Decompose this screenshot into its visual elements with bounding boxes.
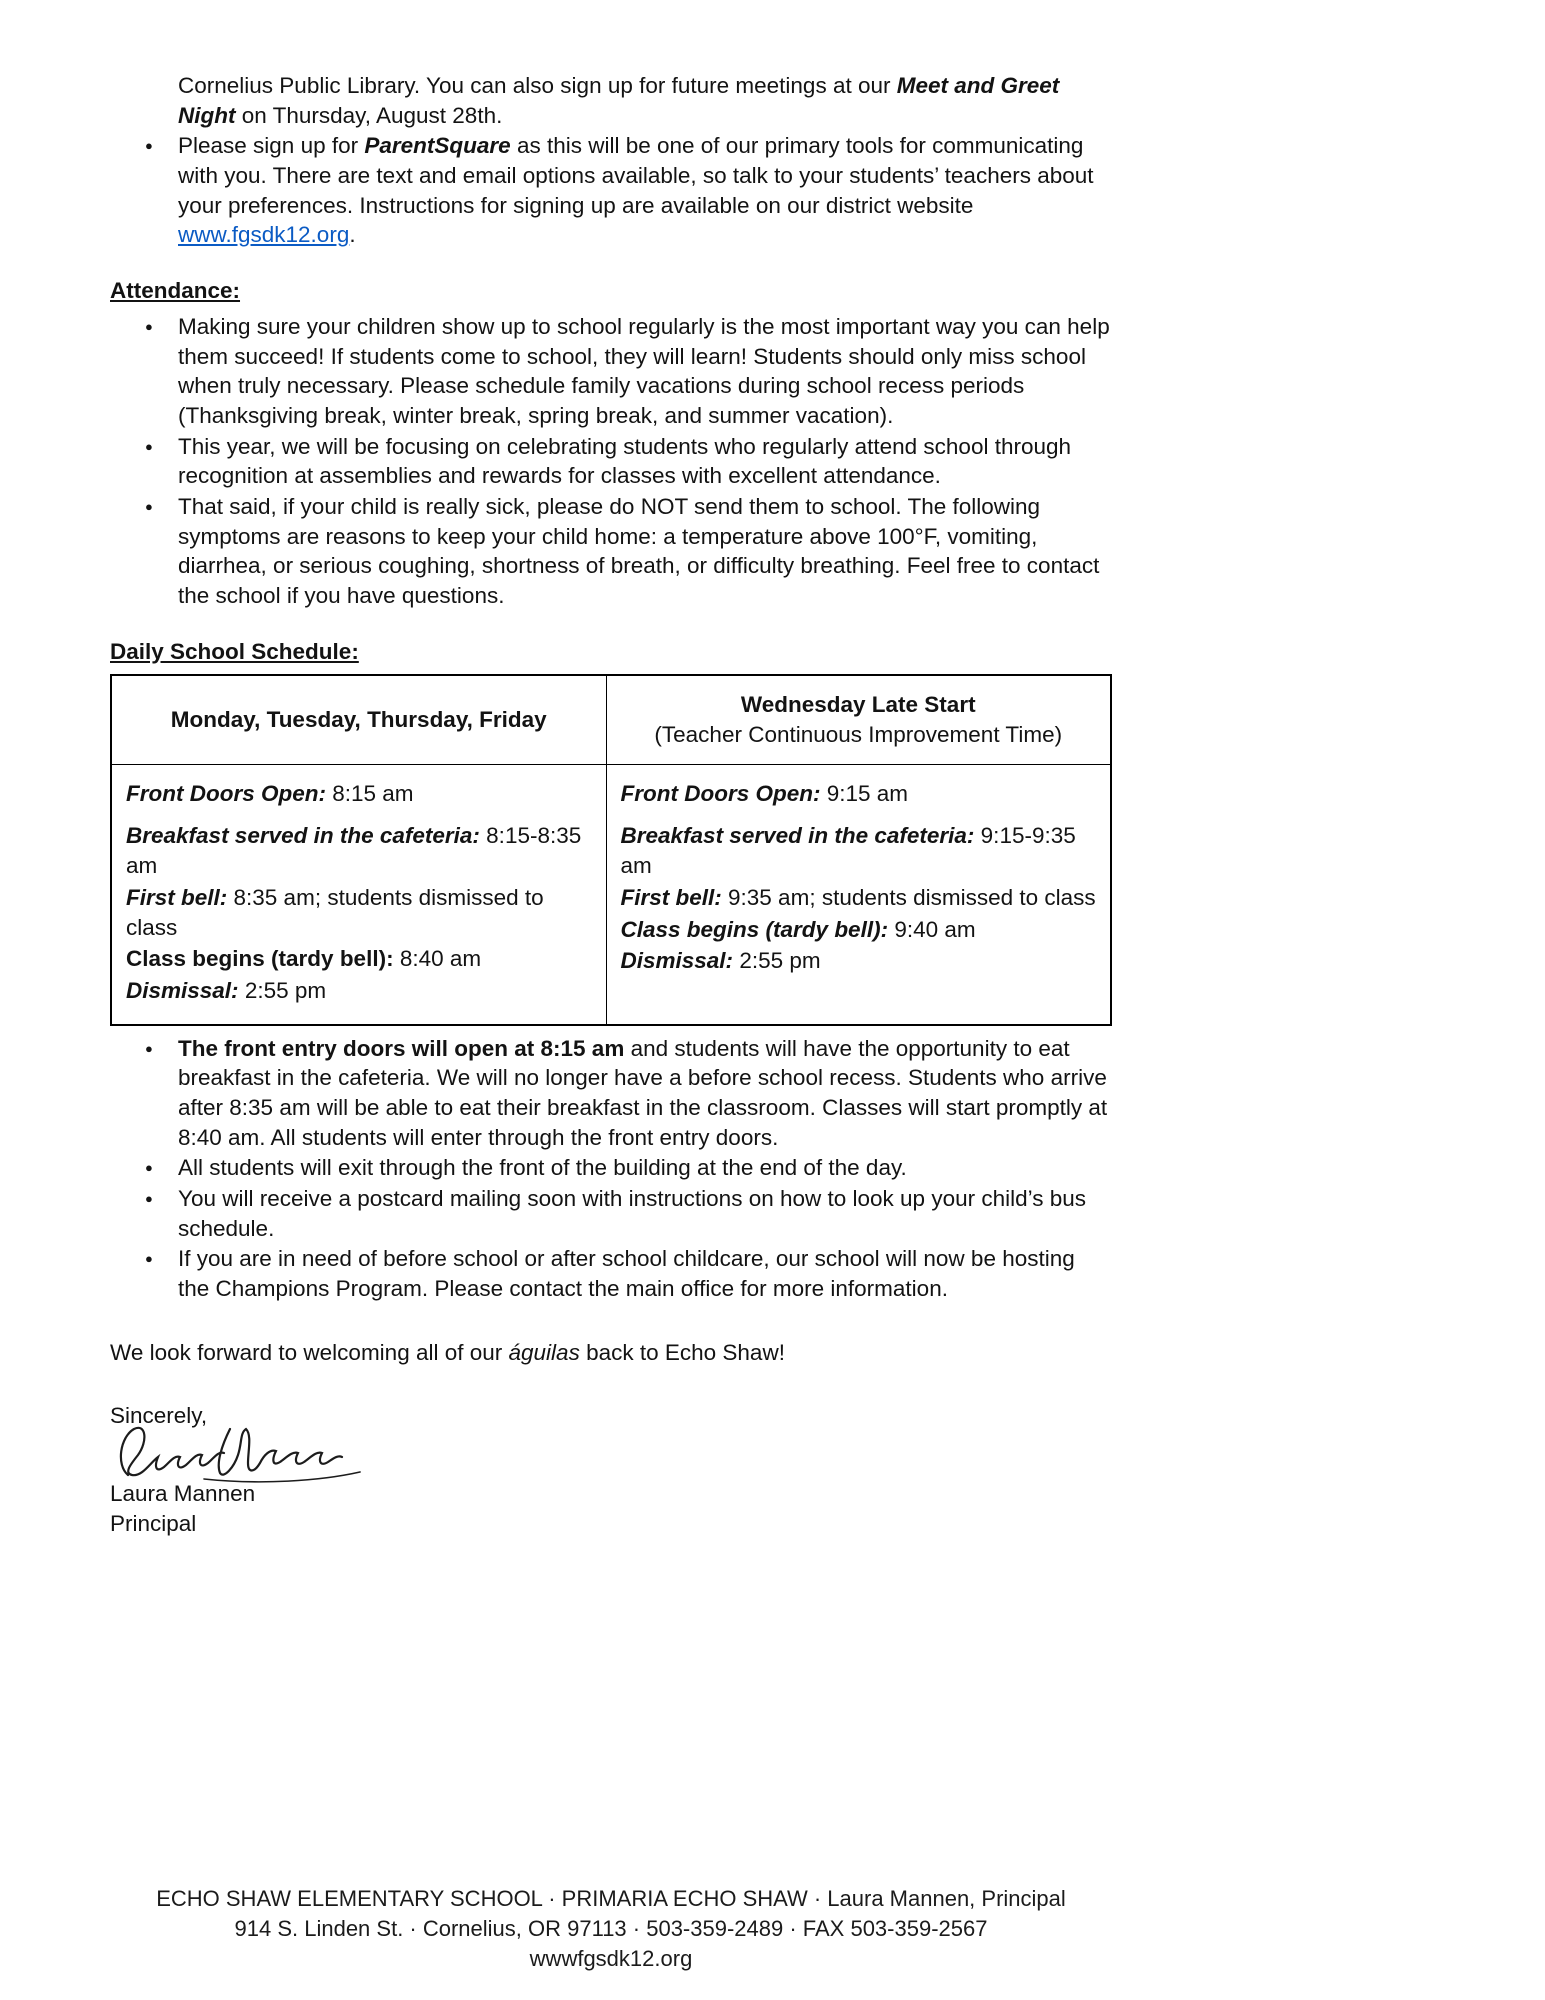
schedule-line [126,976,592,1006]
list-item-text [178,312,1112,431]
text-segment: 9:40 am [888,916,976,942]
list-item-postcard [110,1184,1112,1243]
text-segment: ParentSquare [364,133,511,159]
text-segment: Front Doors Open: [126,780,326,806]
schedule-line [126,821,592,880]
letter-body [110,70,1112,1539]
footer-address-line: 914 S. Linden St. · Cornelius, OR 97113 · 503-359-2489 · FAX 503-359-2567 [234,1916,988,1941]
text-segment: 2:55 pm [733,948,821,974]
footer-school-line: ECHO SHAW ELEMENTARY SCHOOL · PRIMARIA ECHO SHAW · Laura Mannen, Principal [156,1886,1066,1911]
text-segment: back to Echo Shaw! [579,1339,785,1365]
schedule-table-header-row [111,675,1111,764]
list-item-text [178,1034,1112,1153]
text-segment: 9:15 am [820,780,909,806]
header-title: Wednesday Late Start [740,692,976,718]
text-segment: 9:35 am; students dismissed to class [721,884,1096,910]
text-segment: We look forward to welcoming all of our [110,1339,509,1365]
schedule-table [110,674,1112,1025]
schedule-line [621,915,1097,945]
header-subtitle: (Teacher Continuous Improvement Time) [654,722,1063,748]
list-item-attendance-2 [110,432,1112,491]
text-segment: First bell: [620,884,722,910]
bullet-dot: ● [145,318,153,334]
schedule-line [621,821,1097,880]
text-segment: First bell: [126,884,228,910]
signoff-block [110,1401,1112,1539]
list-item-text [178,1244,1112,1303]
schedule-line [126,883,592,942]
list-item-childcare [110,1244,1112,1303]
text-segment: Dismissal: [620,948,734,974]
letter-footer [110,1884,1112,1974]
list-item-text [178,1153,1112,1183]
list-item-attendance-1 [110,312,1112,431]
text-segment: 8:15-8:35 am [126,823,582,879]
text-segment: Meet and Greet Night [178,73,1060,128]
text-segment: Breakfast served in the cafeteria: [126,823,480,849]
list-item-front-doors [110,1034,1112,1153]
schedule-table-body-row [111,764,1111,1024]
closing-paragraph [110,1338,1112,1368]
bullet-dot: ● [145,1191,153,1206]
schedule-line [621,883,1097,913]
text-segment: You will receive a postcard mailing soon with instructions on how to look up your child’s bus schedule. [178,1186,1086,1241]
schedule-weekdays-cell [111,764,606,1024]
table-header-wednesday [606,675,1111,764]
salutation: Sincerely, [110,1403,208,1429]
text-segment: and students will have the opportunity to eat breakfast in the cafeteria. We will no longer have a before school recess. Students who arrive after 8:35 am will be able to eat their breakfast in the classroom. Classes will start promptly at 8:40 am. All students will enter through the front entry doors. [178,1035,1108,1150]
text-segment: águilas [508,1339,580,1365]
list-item-text [178,492,1112,611]
list-item-text [178,131,1112,250]
signer-name: Laura Mannen [110,1481,256,1507]
text-segment: 2:55 pm [238,977,327,1003]
schedule-notes-list [110,1034,1112,1304]
text-segment: Front Doors Open: [620,780,821,806]
text-segment: . [349,222,356,248]
attendance-heading: Attendance: [110,278,241,304]
text-segment: Making sure your children show up to school regularly is the most important way you can help them succeed! If students come to school, they will learn! Students should only miss school when truly necessary. Please schedule family vacations during school recess periods (Thanksgiving break, winter break, spring break, and summer vacation). [178,313,1110,428]
header-title: Monday, Tuesday, Thursday, Friday [170,707,547,733]
schedule-wednesday-cell [606,764,1111,1024]
bullet-dot: ● [145,1160,153,1176]
district-website-link[interactable]: www.fgsdk12.org [178,222,350,248]
table-header-weekdays [111,675,606,764]
bullet-dot: ● [145,1040,153,1056]
text-segment: That said, if your child is really sick, please do NOT send them to school. The following symptoms are reasons to keep your child home: a temperature above 100°F, vomiting, diarrhea, or serious coughing, shortness of breath, or difficulty breathing. Feel free to contact the school if you have questions. [178,493,1100,608]
paragraph-continuation [110,71,1112,130]
list-item-text [178,432,1112,491]
text-segment: The front entry doors will open at 8:15 am [178,1035,625,1061]
list-item-text [178,1184,1112,1243]
schedule-line [621,779,1097,809]
text-segment: Class begins (tardy bell): [126,946,394,972]
text-segment: Breakfast served in the cafeteria: [620,823,975,849]
schedule-line [126,944,592,974]
footer-website: wwwfgsdk12.org [529,1946,693,1971]
bullet-dot: ● [145,1251,153,1267]
text-segment: 8:15 am [325,780,414,806]
schedule-line [126,779,592,809]
list-item-attendance-3 [110,492,1112,611]
paragraph-text [178,71,1112,130]
list-item-exit [110,1153,1112,1183]
schedule-heading: Daily School Schedule: [110,638,359,664]
text-segment: Cornelius Public Library. You can also sign up for future meetings at our [178,73,897,98]
list-item-parentsquare [110,131,1112,250]
bullet-dot: ● [145,498,153,514]
text-segment: 8:40 am [393,946,482,972]
text-segment: All students will exit through the front of the building at the end of the day. [178,1155,907,1181]
text-segment: If you are in need of before school or after school childcare, our school will now be hosting the Champions Program. Please contact the main office for more information. [178,1246,1075,1302]
signer-title: Principal [110,1511,197,1537]
text-segment: 9:15-9:35 am [620,823,1076,879]
bullet-dot: ● [145,438,153,454]
text-segment: 8:35 am; students dismissed to class [126,884,544,940]
text-segment: Dismissal: [126,977,239,1003]
schedule-line [621,946,1097,976]
text-segment: Class begins (tardy bell): [620,916,889,942]
text-segment: Please sign up for [178,133,365,159]
text-segment: This year, we will be focusing on celebrating students who regularly attend school through recognition at assemblies and rewards for classes with excellent attendance. [178,433,1072,489]
text-segment: on Thursday, August 28th. [235,102,503,128]
text-segment: as this will be one of our primary tools for communicating with you. There are text and email options available, so talk to your students’ teachers about your preferences. Instructions for signing up are available on our district website [178,133,1094,218]
bullet-dot: ● [145,138,153,154]
